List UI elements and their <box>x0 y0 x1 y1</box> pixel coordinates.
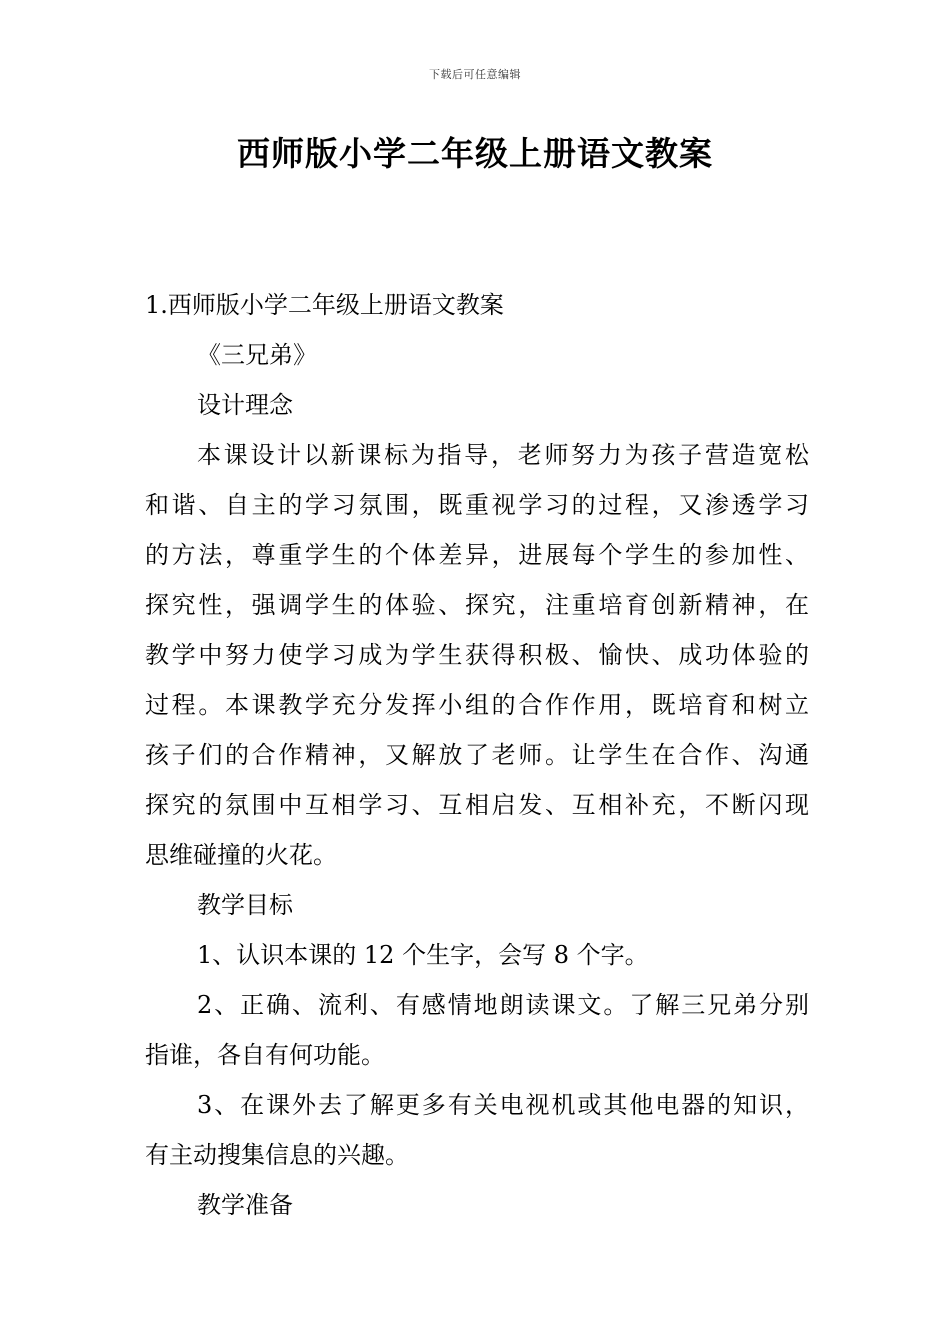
paragraph-line: 孩子们的合作精神，又解放了老师。让学生在合作、沟通 <box>145 741 809 769</box>
paragraph-line: 探究的氛围中互相学习、互相启发、互相补充，不断闪现 <box>145 791 809 819</box>
paragraph-line: 探究性，强调学生的体验、探究，注重培育创新精神，在 <box>145 591 809 619</box>
paragraph-line: 本课设计以新课标为指导，老师努力为孩子营造宽松 <box>197 441 809 469</box>
paragraph-line: 教学中努力使学习成为学生获得积极、愉快、成功体验的 <box>145 641 809 669</box>
goal-line: 指谁，各自有何功能。 <box>145 1041 385 1069</box>
section-heading: 1.西师版小学二年级上册语文教案 <box>145 291 504 319</box>
paragraph-line: 和谐、自主的学习氛围，既重视学习的过程，又渗透学习 <box>145 491 809 519</box>
goal-item-1: 1、认识本课的 12 个生字，会写 8 个字。 <box>197 941 649 969</box>
goal-item-2 <box>145 980 809 1080</box>
prep-heading: 教学准备 <box>197 1191 293 1219</box>
goals-heading: 教学目标 <box>197 891 293 919</box>
goal-line: 3、在课外去了解更多有关电视机或其他电器的知识， <box>197 1091 809 1119</box>
goal-line: 有主动搜集信息的兴趣。 <box>145 1141 409 1169</box>
goal-item-3 <box>145 1080 809 1180</box>
paragraph-line: 的方法，尊重学生的个体差异，进展每个学生的参加性、 <box>145 541 809 569</box>
paragraph-line: 思维碰撞的火花。 <box>145 841 337 869</box>
design-paragraph <box>145 430 809 880</box>
document-body <box>145 280 809 1230</box>
goal-line: 2、正确、流利、有感情地朗读课文。了解三兄弟分别 <box>197 991 809 1019</box>
download-watermark: 下载后可任意编辑 <box>429 68 521 81</box>
design-heading: 设计理念 <box>197 391 293 419</box>
lesson-title: 《三兄弟》 <box>197 341 317 369</box>
paragraph-line: 过程。本课教学充分发挥小组的合作作用，既培育和树立 <box>145 691 809 719</box>
document-title: 西师版小学二年级上册语文教案 <box>237 134 713 173</box>
